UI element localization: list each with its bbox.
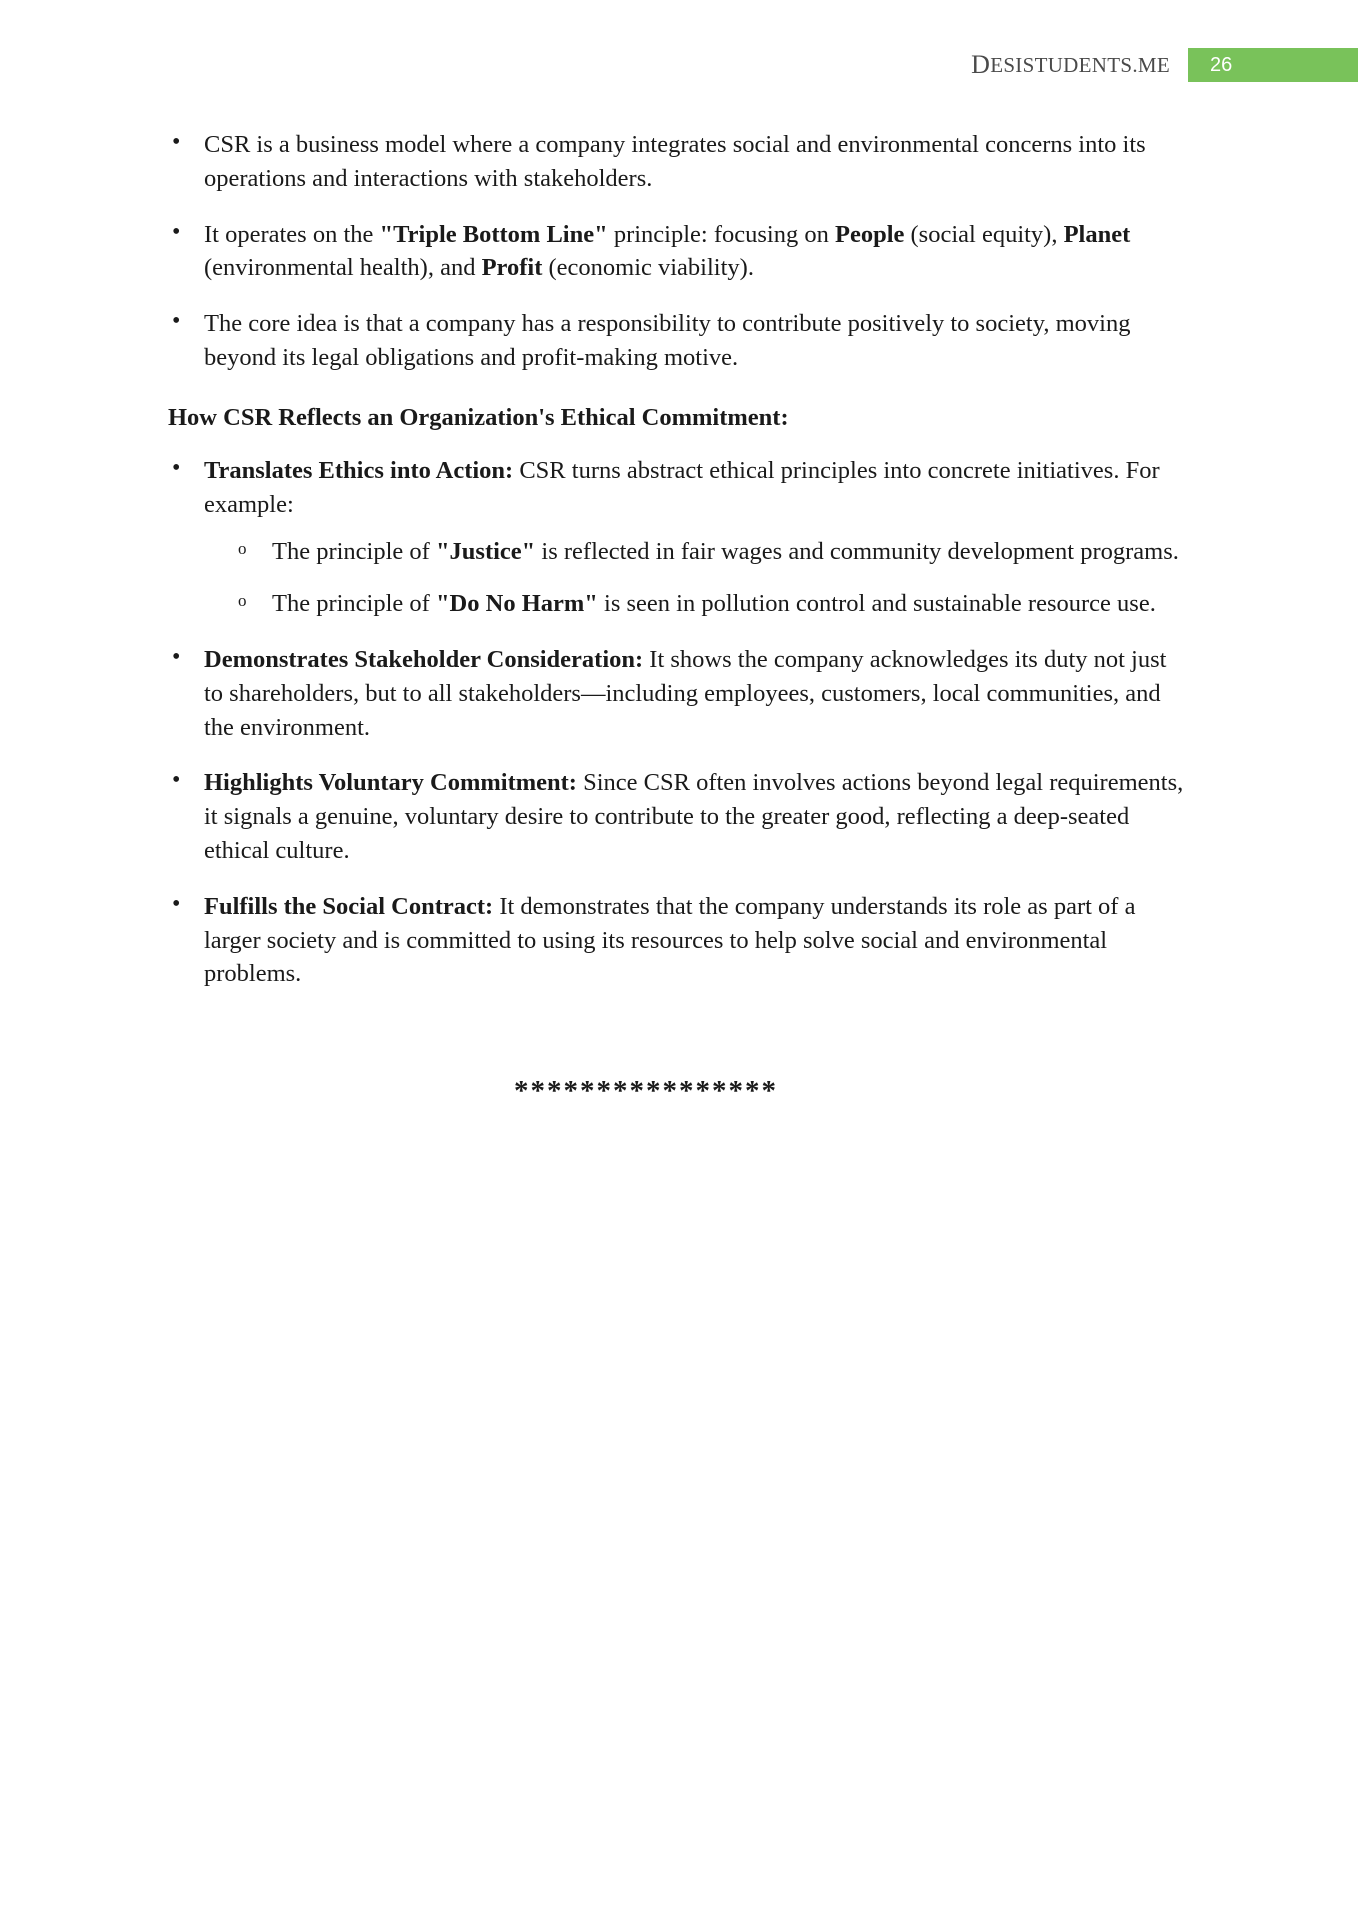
- site-name: [971, 48, 1188, 82]
- list-item: [168, 643, 1184, 744]
- emphasis-text: Profit: [481, 254, 543, 282]
- list-item: [168, 128, 1184, 196]
- body-text: (social equity),: [904, 220, 1064, 248]
- footer-divider: ****************: [514, 1075, 778, 1108]
- body-text: principle: focusing on: [607, 220, 835, 248]
- site-name-rest: ESISTUDENTS.ME: [990, 52, 1170, 77]
- emphasis-text: "Triple Bottom Line": [379, 220, 608, 248]
- body-text: The principle of: [272, 538, 436, 566]
- body-text: The principle of: [272, 590, 436, 618]
- body-text: Since CSR often involves actions beyond legal requirements, it signals a genuine, voluntary desire to contribute to the greater good, reflecting a deep-seated ethical culture.: [204, 769, 1184, 865]
- list-item: [168, 454, 1184, 621]
- body-text: (economic viability).: [542, 254, 754, 282]
- sub-bullet-list: [204, 535, 1184, 621]
- list-item: [168, 218, 1184, 286]
- body-text: It operates on the: [204, 220, 380, 248]
- sub-list-item: [204, 535, 1184, 569]
- body-text: CSR turns abstract ethical principles into concrete initiatives. For example:: [204, 456, 1160, 518]
- emphasis-text: Planet: [1063, 220, 1131, 248]
- body-text: It demonstrates that the company understands its role as part of a larger society and is committed to using its resources to help solve social and environmental problems.: [204, 892, 1136, 988]
- sub-list-item: [204, 587, 1184, 621]
- body-text: It shows the company acknowledges its duty not just to shareholders, but to all stakeholders—including employees, customers, local communities, and the environment.: [204, 646, 1167, 741]
- reflect-bullet-list: [168, 454, 1184, 991]
- page-number: 26: [1210, 53, 1233, 76]
- emphasis-text: "Do No Harm": [435, 590, 598, 618]
- body-text: (environmental health), and: [204, 254, 482, 282]
- body-text: is reflected in fair wages and community development programs.: [535, 538, 1179, 566]
- site-name-initial: D: [971, 50, 991, 79]
- emphasis-text: Fulfills the Social Contract:: [204, 892, 494, 920]
- list-item: [168, 766, 1184, 867]
- body-text: The core idea is that a company has a responsibility to contribute positively to society, moving beyond its legal obligations and profit-making motive.: [204, 310, 1131, 371]
- emphasis-text: Highlights Voluntary Commitment:: [204, 769, 577, 797]
- page-header: [0, 0, 1358, 110]
- intro-bullet-list: [168, 128, 1184, 375]
- body-text: CSR is a business model where a company integrates social and environmental concerns into its operations and interactions with stakeholders.: [204, 131, 1146, 192]
- emphasis-text: "Justice": [435, 538, 536, 566]
- list-item: [168, 890, 1184, 991]
- emphasis-text: Demonstrates Stakeholder Consideration:: [204, 646, 644, 674]
- header-inner: [971, 48, 1358, 82]
- body-text: is seen in pollution control and sustainable resource use.: [597, 590, 1156, 618]
- list-item: [168, 307, 1184, 375]
- emphasis-text: People: [834, 220, 905, 248]
- section-heading: How CSR Reflects an Organization's Ethical Commitment:: [168, 403, 789, 431]
- document-body: [168, 128, 1184, 1108]
- page-number-badge: [1188, 48, 1358, 82]
- emphasis-text: Translates Ethics into Action:: [204, 456, 514, 484]
